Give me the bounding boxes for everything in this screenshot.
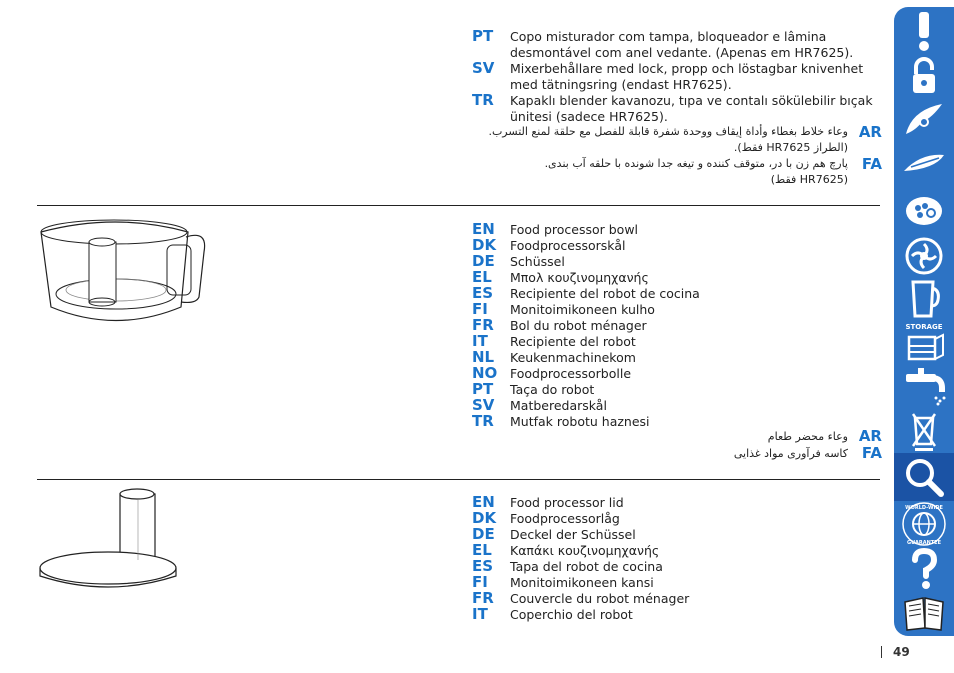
- entry-text: Monitoimikoneen kansi: [510, 575, 654, 590]
- entry-text: Keukenmachinekom: [510, 350, 636, 365]
- entry-text: Foodprocessorlåg: [510, 511, 620, 526]
- entry-row: [470, 510, 880, 526]
- rtl-entry-text: [468, 156, 848, 188]
- entry-text: Deckel der Schüssel: [510, 527, 636, 542]
- language-code: AR: [858, 427, 882, 445]
- entry-text: Mutfak robotu haznesi: [510, 414, 650, 429]
- food-processor-bowl-illustration: [36, 212, 211, 337]
- page-number: 49: [893, 645, 910, 659]
- language-code: FR: [472, 316, 494, 334]
- knife-icon[interactable]: [894, 141, 954, 187]
- section-blender-jar-rtl: [470, 124, 882, 188]
- rtl-entry-row: [470, 428, 882, 445]
- entry-row: [470, 590, 880, 606]
- section-lid: [470, 494, 880, 622]
- page-separator: [881, 646, 882, 658]
- entry-row: [470, 606, 880, 622]
- entry-text: Monitoimikoneen kulho: [510, 302, 655, 317]
- guarantee-icon[interactable]: [894, 501, 954, 547]
- language-code: DE: [472, 525, 495, 543]
- jug-icon[interactable]: [894, 277, 954, 321]
- entry-row: [470, 574, 880, 590]
- entry-row: [470, 494, 880, 510]
- language-code: SV: [472, 396, 495, 414]
- entry-row: [470, 526, 880, 542]
- entry-text: Food processor bowl: [510, 222, 639, 237]
- language-code: ES: [472, 557, 494, 575]
- question-icon[interactable]: [894, 547, 954, 591]
- rtl-line: وعاء خلاط بغطاء وأداة إيقاف ووحدة شفرة قابلة للفصل مع حلقة لمنع التسرب.: [488, 125, 848, 138]
- entry-text: Recipiente del robot: [510, 334, 636, 349]
- entry-text: Bol du robot ménager: [510, 318, 647, 333]
- entry-text: Copo misturador com tampa, bloqueador e lâmina desmontável com anel vedante. (Apenas em HR7625).: [510, 29, 854, 60]
- bin-icon[interactable]: [894, 409, 954, 453]
- entry-text: Couvercle du robot ménager: [510, 591, 690, 606]
- language-code: TR: [472, 412, 494, 430]
- entry-row: [470, 92, 880, 124]
- language-code: FA: [861, 155, 882, 173]
- section-bowl: [470, 221, 880, 429]
- entry-text: Schüssel: [510, 254, 565, 269]
- language-code: DE: [472, 252, 495, 270]
- entry-row: [470, 542, 880, 558]
- entry-text: Tapa del robot de cocina: [510, 559, 663, 574]
- entry-text: Recipiente del robot de cocina: [510, 286, 700, 301]
- language-code: DK: [472, 509, 497, 527]
- book-icon[interactable]: [894, 591, 954, 635]
- sidebar: [894, 7, 954, 636]
- section-blender-jar: [470, 28, 880, 124]
- rtl-entry-text: [468, 124, 848, 156]
- language-code: AR: [858, 123, 882, 141]
- language-code: FR: [472, 589, 494, 607]
- disc-icon[interactable]: [894, 187, 954, 235]
- rtl-entry-row: [470, 124, 882, 156]
- entry-text: Coperchio del robot: [510, 607, 633, 622]
- entry-text: Foodprocessorskål: [510, 238, 626, 253]
- language-code: EL: [472, 541, 492, 559]
- language-code: ES: [472, 284, 494, 302]
- rtl-entry-text: وعاء محضر طعام: [767, 430, 848, 443]
- rtl-entry-row: [470, 445, 882, 462]
- entry-row: [470, 381, 880, 397]
- storage-icon[interactable]: [894, 321, 954, 365]
- entry-row: [470, 285, 880, 301]
- rtl-entry-row: [470, 156, 882, 188]
- entry-row: [470, 317, 880, 333]
- tap-icon[interactable]: [894, 365, 954, 409]
- entry-row: [470, 301, 880, 317]
- entry-row: [470, 558, 880, 574]
- entry-row: [470, 349, 880, 365]
- entry-row: [470, 333, 880, 349]
- entry-row: [470, 397, 880, 413]
- entry-row: [470, 60, 880, 92]
- fan-disc-icon[interactable]: [894, 235, 954, 277]
- divider: [37, 205, 880, 206]
- language-code: FI: [472, 300, 488, 318]
- entry-row: [470, 269, 880, 285]
- entry-row: [470, 413, 880, 429]
- entry-text: Taça do robot: [510, 382, 595, 397]
- entry-text: Food processor lid: [510, 495, 624, 510]
- rtl-line: (HR7625 فقط): [770, 173, 848, 186]
- entry-row: [470, 253, 880, 269]
- language-code: EN: [472, 220, 495, 238]
- language-code: NL: [472, 348, 495, 366]
- section-bowl-rtl: [470, 428, 882, 462]
- magnifier-icon[interactable]: [894, 453, 954, 501]
- language-code: IT: [472, 605, 488, 623]
- storage-label: STORAGE: [905, 323, 943, 331]
- language-code: IT: [472, 332, 488, 350]
- language-code: FI: [472, 573, 488, 591]
- rtl-line: (الطراز HR7625 فقط).: [733, 141, 848, 154]
- language-code: EN: [472, 493, 495, 511]
- language-code: FA: [861, 444, 882, 462]
- language-code: EL: [472, 268, 492, 286]
- language-code: PT: [472, 380, 494, 398]
- entry-text: Μπολ κουζινομηχανής: [510, 270, 649, 285]
- language-code: NO: [472, 364, 498, 382]
- entry-row: [470, 365, 880, 381]
- language-code: TR: [472, 91, 494, 109]
- entry-row: [470, 237, 880, 253]
- language-code: DK: [472, 236, 497, 254]
- entry-row: [470, 28, 880, 60]
- exclamation-icon[interactable]: [894, 9, 954, 53]
- entry-row: [470, 221, 880, 237]
- lock-icon[interactable]: [894, 53, 954, 99]
- food-processor-lid-illustration: [38, 488, 178, 593]
- entry-text: Kapaklı blender kavanozu, tıpa ve contalı sökülebilir bıçak ünitesi (sadece HR7625).: [510, 93, 873, 124]
- svg-text:GUARANTEE: GUARANTEE: [906, 540, 942, 546]
- rtl-entry-text: کاسه فرآوری مواد غذایی: [733, 447, 848, 460]
- entry-text: Καπάκι κουζινομηχανής: [510, 543, 660, 558]
- guarantee-label: WORLD-WIDE: [905, 505, 943, 511]
- entry-text: Foodprocessorbolle: [510, 366, 632, 381]
- language-code: PT: [472, 27, 494, 45]
- rtl-line: پارچ هم زن با در، متوقف کننده و تیغه جدا شونده با حلقه آب بندی.: [544, 157, 848, 170]
- blade-icon[interactable]: [894, 99, 954, 141]
- language-code: SV: [472, 59, 495, 77]
- entry-text: Mixerbehållare med lock, propp och löstagbar knivenhet med tätningsring (endast HR7625).: [510, 61, 864, 92]
- divider: [37, 479, 880, 480]
- entry-text: Matberedarskål: [510, 398, 607, 413]
